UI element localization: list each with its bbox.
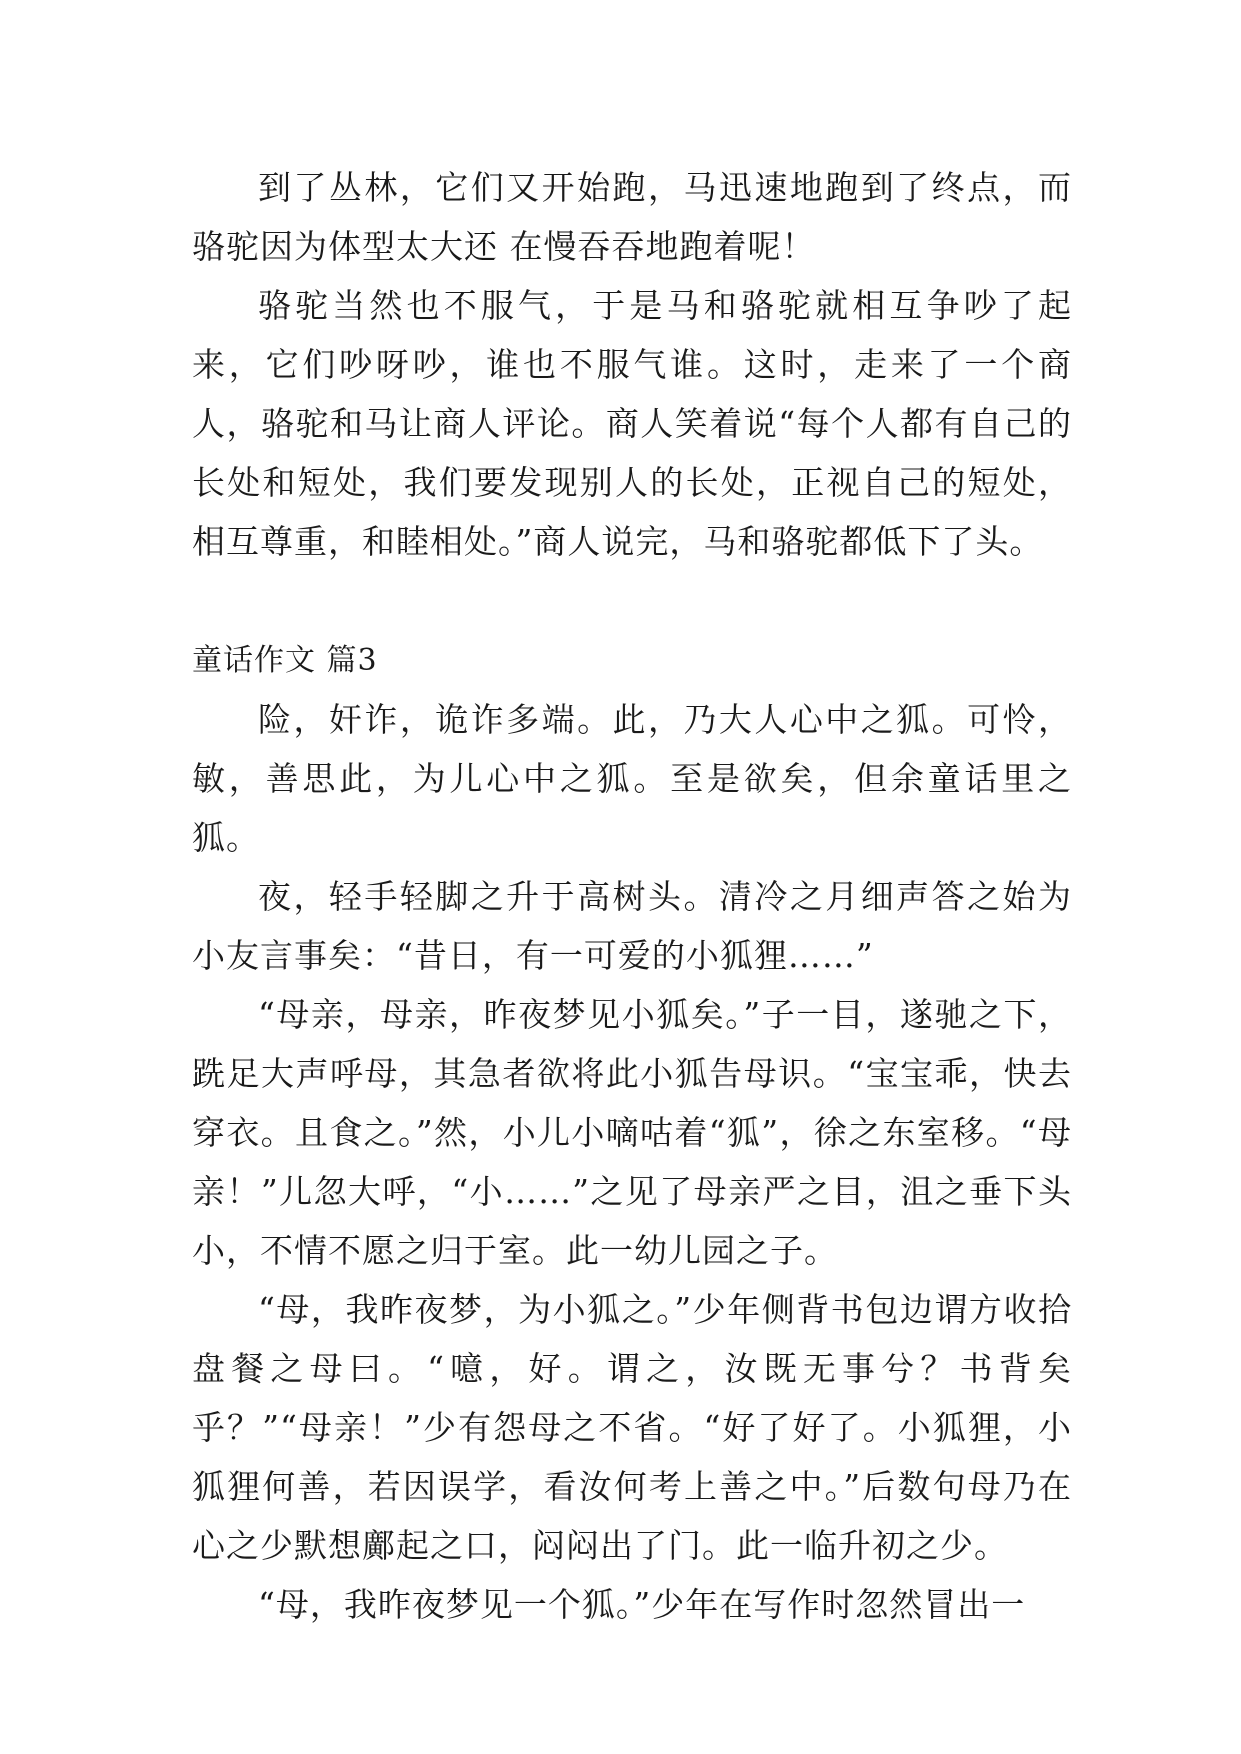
paragraph: “母，我昨夜梦，为小狐之。”少年侧背书包边谓方收拾盘餐之母曰。“噫，好。谓之，汝既无事兮？书背矣乎？”“母亲！”少有怨母之不省。“好了好了。小狐狸，小狐狸何善，若因误学，看汝何考上善之中。”后数句母乃在心之少默想鄺起之口，闷闷出了门。此一临升初之少。 — [192, 1290, 1072, 1565]
paragraph: 骆驼当然也不服气，于是马和骆驼就相互争吵了起来，它们吵呀吵，谁也不服气谁。这时，走来了一个商人，骆驼和马让商人评论。商人笑着说“每个人都有自己的长处和短处，我们要发现别人的长处，正视自己的短处，相互尊重，和睦相处。”商人说完，马和骆驼都低下了头。 — [192, 286, 1072, 561]
paragraph: “母亲，母亲，昨夜梦见小狐矣。”子一目，遂驰之下，跣足大声呼母，其急者欲将此小狐告母识。“宝宝乖，快去穿衣。且食之。”然，小儿小嘀咕着“狐”，徐之东室移。“母亲！”儿忽大呼，“小……”之见了母亲严之目，沮之垂下头小，不情不愿之归于室。此一幼儿园之子。 — [192, 995, 1072, 1270]
paragraph: 险，奸诈，诡诈多端。此，乃大人心中之狐。可怜，敏，善思此，为儿心中之狐。至是欲矣，但余童话里之狐。 — [192, 700, 1072, 857]
section-spacer — [192, 571, 1072, 631]
paragraph: 到了丛林，它们又开始跑，马迅速地跑到了终点，而骆驼因为体型太大还 在慢吞吞地跑着呢！ — [192, 168, 1072, 266]
document-page — [192, 158, 1072, 1634]
section-heading: 童话作文 篇3 — [192, 643, 378, 678]
paragraph: “母，我昨夜梦见一个狐。”少年在写作时忽然冒出一 — [258, 1585, 1026, 1624]
paragraph: 夜，轻手轻脚之升于高树头。清冷之月细声答之始为小友言事矣：“昔日，有一可爱的小狐狸……” — [192, 877, 1072, 975]
